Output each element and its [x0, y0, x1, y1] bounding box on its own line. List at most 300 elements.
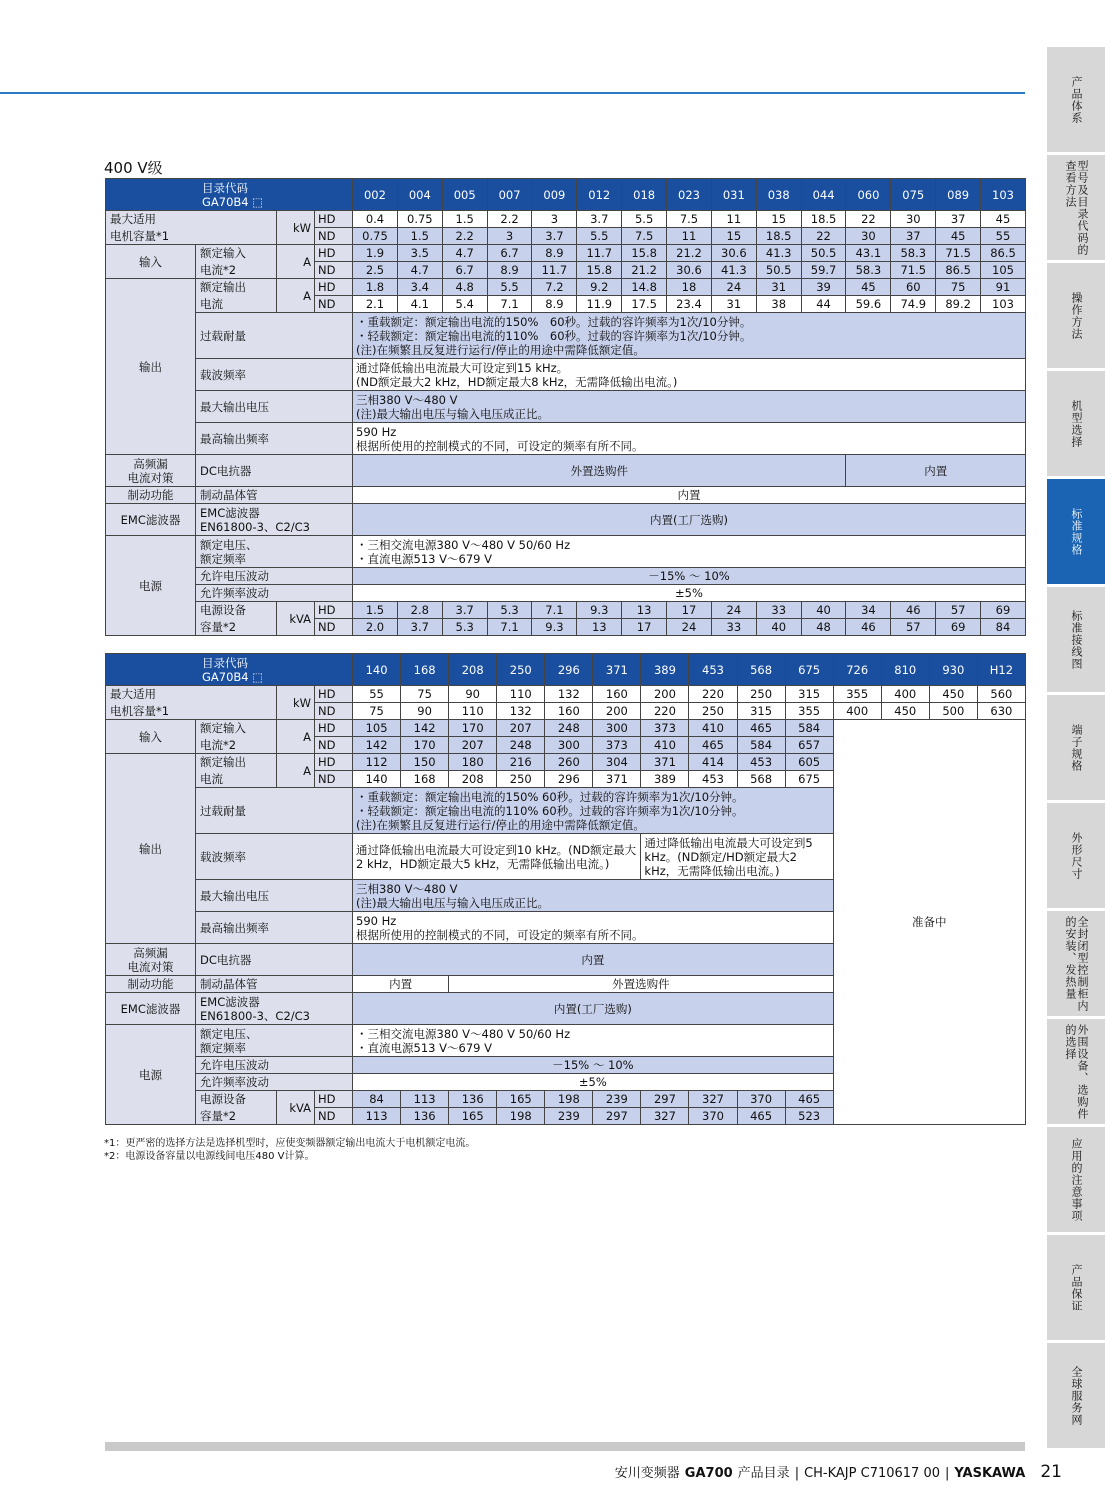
max-voltage-label: 最大输出电压 [196, 880, 353, 912]
freq-fluct-value: ±5% [353, 585, 1026, 602]
footer-catalog: 产品目录 [737, 1466, 790, 1481]
emc-label: EMC滤波器 EN61800-3、C2/C3 [196, 993, 353, 1025]
emc-category: EMC滤波器 [106, 504, 196, 536]
table-row [106, 211, 1026, 228]
dc-reactor-value: 外置选购件 [353, 455, 846, 487]
value-cell: 304 [593, 754, 641, 771]
value-cell: 74.9 [891, 296, 936, 313]
value-cell: 400 [833, 703, 881, 720]
value-cell: 216 [497, 754, 545, 771]
emc-label: EMC滤波器 EN61800-3、C2/C3 [196, 504, 353, 536]
table-row [106, 487, 1026, 504]
value-cell: 1.9 [353, 245, 398, 262]
value-cell: 46 [891, 602, 936, 619]
dc-reactor-value-2: 内置 [846, 455, 1025, 487]
value-cell: 3.7 [442, 602, 487, 619]
code-cell: 023 [667, 179, 712, 211]
spec-table-2 [105, 653, 1026, 1125]
value-cell: 4.1 [397, 296, 442, 313]
code-cell: 004 [397, 179, 442, 211]
value-cell: 3.7 [397, 619, 442, 636]
value-cell: 465 [737, 720, 785, 737]
value-cell: 170 [449, 720, 497, 737]
value-cell: 315 [785, 686, 833, 703]
code-cell: 296 [545, 654, 593, 686]
value-cell: 250 [689, 703, 737, 720]
sidebar-tab-label: 外围设备、选购件的选择 [1064, 1023, 1089, 1120]
value-cell: 37 [936, 211, 981, 228]
value-cell: 136 [449, 1091, 497, 1108]
input-current-label-2: 电流*2 [196, 262, 277, 279]
value-cell: 86.5 [981, 245, 1026, 262]
value-cell: 200 [593, 703, 641, 720]
value-cell: 18 [667, 279, 712, 296]
value-cell: 248 [545, 720, 593, 737]
freq-fluct-label: 允许频率波动 [196, 1074, 353, 1091]
value-cell: 84 [353, 1091, 401, 1108]
unit-a: A [277, 754, 315, 788]
value-cell: 71.5 [891, 262, 936, 279]
table-row [106, 313, 1026, 359]
value-cell: 523 [785, 1108, 833, 1125]
max-frequency-text: 590 Hz 根据所使用的控制模式的不同，可设定的频率有所不同。 [353, 912, 834, 944]
mode-nd: ND [315, 737, 353, 754]
value-cell: 13 [577, 619, 622, 636]
table1-header-row [106, 179, 1026, 211]
mode-hd: HD [315, 1091, 353, 1108]
code-cell: H12 [977, 654, 1025, 686]
value-cell: 7.2 [532, 279, 577, 296]
mode-nd: ND [315, 262, 353, 279]
sidebar-tab-label: 机型选择 [1070, 399, 1083, 448]
code-cell: 371 [593, 654, 641, 686]
value-cell: 30.6 [711, 245, 756, 262]
dc-reactor-value: 内置 [353, 944, 834, 976]
value-cell: 59.6 [846, 296, 891, 313]
value-cell: 208 [449, 771, 497, 788]
brake-transistor-value: 内置 [353, 976, 449, 993]
sidebar-tab-label: 型号及目录代码的查看方法 [1064, 159, 1089, 256]
value-cell: 57 [936, 602, 981, 619]
table-row [106, 228, 1026, 245]
brake-transistor-value: 内置 [353, 487, 1026, 504]
value-cell: 91 [981, 279, 1026, 296]
sidebar-tab-label: 端子规格 [1070, 723, 1083, 772]
value-cell: 14.8 [622, 279, 667, 296]
page-number: 21 [1040, 1462, 1062, 1482]
output-current-label-2: 电流 [196, 771, 277, 788]
value-cell: 7.5 [622, 228, 667, 245]
value-cell: 48 [801, 619, 846, 636]
value-cell: 59.7 [801, 262, 846, 279]
value-cell: 21.2 [622, 262, 667, 279]
dc-reactor-label: DC电抗器 [196, 455, 353, 487]
value-cell: 86.5 [936, 262, 981, 279]
sidebar-tab-service[interactable] [1047, 1343, 1105, 1448]
value-cell: 6.7 [487, 245, 532, 262]
value-cell: 44 [801, 296, 846, 313]
value-cell: 7.1 [487, 296, 532, 313]
sidebar-tab-label: 全球服务网 [1070, 1365, 1083, 1426]
value-cell: 2.5 [353, 262, 398, 279]
value-cell: 2.0 [353, 619, 398, 636]
value-cell: 0.75 [353, 228, 398, 245]
unit-kva: kVA [277, 602, 315, 636]
value-cell: 41.3 [711, 262, 756, 279]
sidebar-tab-label: 全封闭型控制柜内的安装、发热量 [1064, 915, 1089, 1012]
value-cell: 297 [593, 1108, 641, 1125]
value-cell: 370 [689, 1108, 737, 1125]
value-cell: 239 [545, 1108, 593, 1125]
value-cell: 250 [497, 771, 545, 788]
table-row [106, 245, 1026, 262]
value-cell: 9.3 [577, 602, 622, 619]
table-row [106, 504, 1026, 536]
table-row [106, 703, 1026, 720]
braking-category: 制动功能 [106, 976, 196, 993]
value-cell: 40 [756, 619, 801, 636]
value-cell: 2.8 [397, 602, 442, 619]
value-cell: 40 [801, 602, 846, 619]
value-cell: 220 [641, 703, 689, 720]
value-cell: 9.3 [532, 619, 577, 636]
value-cell: 110 [497, 686, 545, 703]
sidebar-tab-terminals[interactable] [1047, 695, 1105, 800]
footnotes [104, 1137, 475, 1163]
sidebar-tab-label: 外形尺寸 [1070, 831, 1083, 880]
value-cell: 370 [737, 1091, 785, 1108]
value-cell: 37 [891, 228, 936, 245]
harmonic-category: 高频漏 电流对策 [106, 455, 196, 487]
sidebar-tab-product-system[interactable] [1047, 47, 1105, 152]
output-current-label-2: 电流 [196, 296, 277, 313]
max-frequency-label: 最高输出频率 [196, 423, 353, 455]
value-cell: 30 [846, 228, 891, 245]
code-cell: 140 [353, 654, 401, 686]
value-cell: 355 [833, 686, 881, 703]
value-cell: 220 [689, 686, 737, 703]
sidebar-tab-peripherals[interactable] [1047, 1019, 1105, 1124]
value-cell: 3.7 [532, 228, 577, 245]
value-cell: 605 [785, 754, 833, 771]
value-cell: 373 [593, 737, 641, 754]
catalog-code-label: 目录代码 GA70B4 ⬚ [106, 654, 353, 686]
value-cell: 4.7 [397, 262, 442, 279]
value-cell: 1.5 [353, 602, 398, 619]
table-row [106, 536, 1026, 568]
value-cell: 75 [936, 279, 981, 296]
mode-hd: HD [315, 211, 353, 228]
mode-hd: HD [315, 720, 353, 737]
value-cell: 410 [641, 737, 689, 754]
value-cell: 465 [689, 737, 737, 754]
value-cell: 90 [449, 686, 497, 703]
value-cell: 33 [711, 619, 756, 636]
code-cell: 103 [981, 179, 1026, 211]
value-cell: 58.3 [891, 245, 936, 262]
value-cell: 75 [353, 703, 401, 720]
value-cell: 90 [401, 703, 449, 720]
value-cell: 584 [785, 720, 833, 737]
footer-model: GA700 [684, 1466, 733, 1481]
value-cell: 160 [545, 703, 593, 720]
capacity-label: 电源设备 [196, 602, 277, 619]
code-cell: 038 [756, 179, 801, 211]
value-cell: 9.2 [577, 279, 622, 296]
value-cell: 45 [981, 211, 1026, 228]
freq-fluct-label: 允许频率波动 [196, 585, 353, 602]
value-cell: 11.9 [577, 296, 622, 313]
value-cell: 7.1 [487, 619, 532, 636]
table-row [106, 602, 1026, 619]
voltage-fluct-value: －15% ～ 10% [353, 1057, 834, 1074]
code-cell: 810 [881, 654, 929, 686]
preparing-cell: 准备中 [833, 720, 1025, 1125]
mode-hd: HD [315, 279, 353, 296]
sidebar-tab-enclosure[interactable] [1047, 911, 1105, 1016]
input-current-label: 额定输入 [196, 720, 277, 737]
value-cell: 8.9 [532, 296, 577, 313]
sidebar-tab-model-code[interactable] [1047, 155, 1105, 260]
carrier-text-a: 通过降低输出电流最大可设定到10 kHz。(ND额定最大2 kHz，HD额定最大5 kHz，无需降低输出电流。) [353, 834, 641, 880]
footer-product: 安川变频器 [614, 1466, 680, 1481]
value-cell: 60 [891, 279, 936, 296]
value-cell: 3 [532, 211, 577, 228]
value-cell: 389 [641, 771, 689, 788]
brake-transistor-value-2: 外置选购件 [449, 976, 834, 993]
mode-nd: ND [315, 1108, 353, 1125]
value-cell: 198 [545, 1091, 593, 1108]
value-cell: 2.2 [487, 211, 532, 228]
value-cell: 7.1 [532, 602, 577, 619]
brake-transistor-label: 制动晶体管 [196, 976, 353, 993]
value-cell: 15 [756, 211, 801, 228]
value-cell: 30 [891, 211, 936, 228]
value-cell: 22 [801, 228, 846, 245]
value-cell: 1.8 [353, 279, 398, 296]
value-cell: 75 [401, 686, 449, 703]
code-cell: 675 [785, 654, 833, 686]
footer-code: CH-KAJP C710617 00 [804, 1466, 940, 1481]
value-cell: 11 [711, 211, 756, 228]
value-cell: 5.5 [487, 279, 532, 296]
code-cell: 018 [622, 179, 667, 211]
max-voltage-text: 三相380 V～480 V (注)最大输出电压与输入电压成正比。 [353, 391, 1026, 423]
value-cell: 55 [353, 686, 401, 703]
value-cell: 43.1 [846, 245, 891, 262]
code-cell: 089 [936, 179, 981, 211]
power-category: 电源 [106, 1025, 196, 1125]
value-cell: 198 [497, 1108, 545, 1125]
code-cell: 250 [497, 654, 545, 686]
code-cell: 075 [891, 179, 936, 211]
value-cell: 3.5 [397, 245, 442, 262]
value-cell: 11.7 [532, 262, 577, 279]
footer-separator: | [794, 1466, 800, 1481]
table-row [106, 619, 1026, 636]
motor-capacity-label-2: 电机容量*1 [106, 228, 277, 245]
value-cell: 260 [545, 754, 593, 771]
value-cell: 165 [497, 1091, 545, 1108]
value-cell: 3 [487, 228, 532, 245]
value-cell: 23.4 [667, 296, 712, 313]
unit-kw: kW [277, 211, 315, 245]
value-cell: 103 [981, 296, 1026, 313]
section-index-sidebar [1047, 47, 1105, 1451]
output-category: 输出 [106, 279, 196, 455]
carrier-label: 载波频率 [196, 834, 353, 880]
value-cell: 69 [981, 602, 1026, 619]
value-cell: 22 [846, 211, 891, 228]
value-cell: 132 [545, 686, 593, 703]
power-category: 电源 [106, 536, 196, 636]
value-cell: 30.6 [667, 262, 712, 279]
code-cell: 453 [689, 654, 737, 686]
value-cell: 300 [593, 720, 641, 737]
top-rule [0, 92, 1025, 94]
value-cell: 24 [711, 279, 756, 296]
freq-fluct-value: ±5% [353, 1074, 834, 1091]
page-footer [615, 1462, 1062, 1482]
value-cell: 5.3 [487, 602, 532, 619]
value-cell: 31 [756, 279, 801, 296]
table-row [106, 359, 1026, 391]
value-cell: 160 [593, 686, 641, 703]
value-cell: 453 [737, 754, 785, 771]
mode-nd: ND [315, 771, 353, 788]
section-title: 400 V级 [104, 159, 163, 177]
carrier-text: 通过降低输出电流最大可设定到15 kHz。 (ND额定最大2 kHz，HD额定最大8 kHz，无需降低输出电流。) [353, 359, 1026, 391]
value-cell: 142 [401, 720, 449, 737]
carrier-label: 载波频率 [196, 359, 353, 391]
code-cell: 031 [711, 179, 756, 211]
value-cell: 5.3 [442, 619, 487, 636]
unit-kva: kVA [277, 1091, 315, 1125]
overload-label: 过载耐量 [196, 313, 353, 359]
mode-hd: HD [315, 602, 353, 619]
value-cell: 630 [977, 703, 1025, 720]
value-cell: 33 [756, 602, 801, 619]
rated-voltage-text: ・三相交流电源380 V～480 V 50/60 Hz ・直流电源513 V～679 V [353, 1025, 834, 1057]
value-cell: 1.5 [442, 211, 487, 228]
value-cell: 113 [401, 1091, 449, 1108]
code-cell: 007 [487, 179, 532, 211]
footer-brand: YASKAWA [954, 1466, 1026, 1481]
value-cell: 112 [353, 754, 401, 771]
table2-header-row [106, 654, 1026, 686]
rated-voltage-label: 额定电压、 额定频率 [196, 1025, 353, 1057]
code-cell: 002 [353, 179, 398, 211]
spec-table-1 [105, 178, 1026, 636]
value-cell: 13 [622, 602, 667, 619]
rated-voltage-text: ・三相交流电源380 V～480 V 50/60 Hz ・直流电源513 V～679 V [353, 536, 1026, 568]
value-cell: 450 [881, 703, 929, 720]
max-frequency-label: 最高输出频率 [196, 912, 353, 944]
value-cell: 584 [737, 737, 785, 754]
mode-hd: HD [315, 245, 353, 262]
mode-nd: ND [315, 228, 353, 245]
table-row [106, 391, 1026, 423]
output-category: 输出 [106, 754, 196, 944]
input-category: 输入 [106, 245, 196, 279]
value-cell: 180 [449, 754, 497, 771]
value-cell: 38 [756, 296, 801, 313]
value-cell: 207 [497, 720, 545, 737]
value-cell: 3.4 [397, 279, 442, 296]
brake-transistor-label: 制动晶体管 [196, 487, 353, 504]
overload-text: ・重载额定：额定输出电流的150% 60秒。过载的容许频率为1次/10分钟。 ・轻载额定：额定输出电流的110% 60秒。过载的容许频率为1次/10分钟。 (注)在频繁且反复进行运行/停止的用途中需降低额定值。 [353, 788, 834, 834]
value-cell: 568 [737, 771, 785, 788]
braking-category: 制动功能 [106, 487, 196, 504]
sidebar-tab-standard-specs[interactable] [1047, 479, 1105, 584]
value-cell: 465 [785, 1091, 833, 1108]
unit-a: A [277, 245, 315, 279]
table-row [106, 423, 1026, 455]
value-cell: 89.2 [936, 296, 981, 313]
capacity-label: 电源设备 [196, 1091, 277, 1108]
sidebar-tab-precautions[interactable] [1047, 1127, 1105, 1232]
value-cell: 207 [449, 737, 497, 754]
value-cell: 31 [711, 296, 756, 313]
value-cell: 50.5 [756, 262, 801, 279]
value-cell: 296 [545, 771, 593, 788]
code-cell: 726 [833, 654, 881, 686]
max-frequency-text: 590 Hz 根据所使用的控制模式的不同，可设定的频率有所不同。 [353, 423, 1026, 455]
rated-voltage-label: 额定电压、 额定频率 [196, 536, 353, 568]
value-cell: 150 [401, 754, 449, 771]
value-cell: 1.5 [397, 228, 442, 245]
sidebar-tab-label: 标准接线图 [1070, 609, 1083, 670]
sidebar-tab-dimensions[interactable] [1047, 803, 1105, 908]
input-category: 输入 [106, 720, 196, 754]
value-cell: 15.8 [577, 262, 622, 279]
code-cell: 044 [801, 179, 846, 211]
value-cell: 58.3 [846, 262, 891, 279]
sidebar-tab-wiring[interactable] [1047, 587, 1105, 692]
value-cell: 3.7 [577, 211, 622, 228]
mode-nd: ND [315, 296, 353, 313]
output-current-label: 额定输出 [196, 754, 277, 771]
sidebar-tab-warranty[interactable] [1047, 1235, 1105, 1340]
value-cell: 657 [785, 737, 833, 754]
mode-nd: ND [315, 619, 353, 636]
catalog-code-label: 目录代码 GA70B4 ⬚ [106, 179, 353, 211]
value-cell: 24 [667, 619, 712, 636]
value-cell: 105 [981, 262, 1026, 279]
code-cell: 060 [846, 179, 891, 211]
value-cell: 5.5 [577, 228, 622, 245]
value-cell: 465 [737, 1108, 785, 1125]
value-cell: 410 [689, 720, 737, 737]
motor-capacity-label: 最大适用 [106, 211, 277, 228]
table-row [106, 455, 1026, 487]
value-cell: 11.7 [577, 245, 622, 262]
value-cell: 371 [641, 754, 689, 771]
code-cell: 208 [449, 654, 497, 686]
overload-label: 过载耐量 [196, 788, 353, 834]
sidebar-tab-operation[interactable] [1047, 263, 1105, 368]
sidebar-tab-model-selection[interactable] [1047, 371, 1105, 476]
sidebar-tab-label: 产品保证 [1070, 1263, 1083, 1312]
value-cell: 24 [711, 602, 756, 619]
max-voltage-label: 最大输出电压 [196, 391, 353, 423]
value-cell: 327 [641, 1108, 689, 1125]
value-cell: 45 [936, 228, 981, 245]
code-cell: 005 [442, 179, 487, 211]
value-cell: 4.8 [442, 279, 487, 296]
value-cell: 113 [353, 1108, 401, 1125]
capacity-label-2: 容量*2 [196, 1108, 277, 1125]
